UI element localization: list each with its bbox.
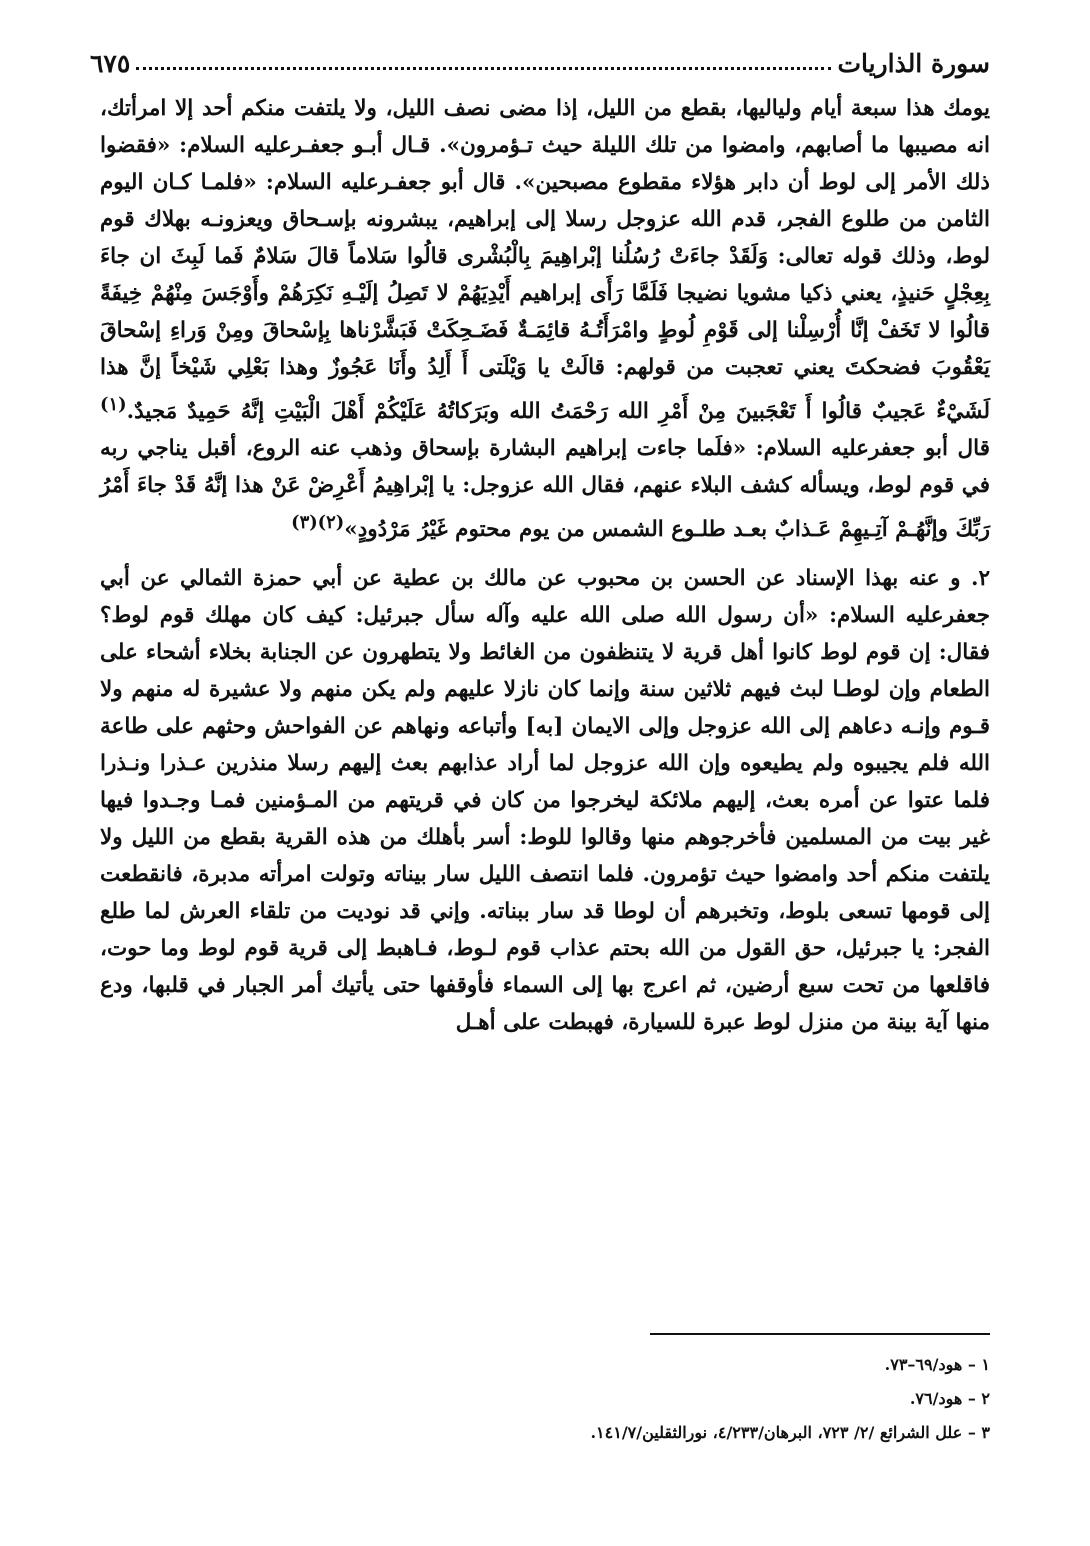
page-header (90, 38, 990, 78)
footnote-1: ١ – هود/٦٩–٧٣. (884, 1355, 990, 1374)
footnote-3: ٣ – علل الشرائع /٢/ ٧٢٣، البرهان/٤/٢٣٣، نورالثقلين/١٤١/٧. (590, 1423, 990, 1442)
main-text (100, 90, 990, 1041)
footnote-ref-2-3: (٢)(٣) (291, 512, 345, 534)
surah-title: سورة الذاريات (837, 49, 990, 78)
page-number: ٦٧٥ (90, 49, 131, 78)
footnote-2: ٢ – هود/٧٦. (909, 1389, 990, 1408)
paragraph-2: ٢. و عنه بهذا الإسناد عن الحسن بن محبوب عن مالك بن عطية عن أبي حمزة الثمالي عن أبي جعفرعليه السلام: «أن رسول الله صلى الله عليه وآله سأل جبرئيل: كيف كان مهلك قوم لوط؟ فقال: إن قوم لوط كانوا أهل قرية لا يتنظفون من الغائط ولا يتطهرون عن الجنابة بخلاء أشحاء على الطعام وإن لوطـا لبث فيهم ثلاثين سنة وإنما كان نازلا عليهم ولم يكن منهم ولا عشيرة له منهم ولا قـوم وإنـه دعاهم إلى الله عزوجل وإلى الايمان [به] وأتباعه ونهاهم عن الفواحش وحثهم على طاعة الله فلم يجيبوه ولم يطيعوه وإن الله عزوجل لما أراد عذابهم بعث إليهم رسلا منذرين عـذرا ونـذرا فلما عتوا عن أمره بعث، إليهم ملائكة ليخرجوا من كان في قريتهم من المـؤمنين فمـا وجـدوا فيها غير بيت من المسلمين فأخرجوهم منها وقالوا للوط: أسر بأهلك من هذه القرية بقطع من الليل ولا يلتفت منكم أحد وامضوا حيث تؤمرون. فلما انتصف الليل سار بيناته وتولت امرأته مدبرة، فانقطعت إلى قومها تسعى بلوط، وتخبرهم أن لوطا قد سار ببناته. وإني قد نوديت من تلقاء العرش لما طلع الفجر: يا جبرئيل، حق القول من الله بحتم عذاب قوم لـوط، فـاهبط إلى قرية قوم لوط وما حوت، فاقلعها من تحت سبع أرضين، ثم اعرج بها إلى السماء فأوقفها حتى يأتيك أمر الجبار في قلبها، ودع منها آية بينة من منزل لوط عبرة للسيارة، فهبطت على أهـل (100, 566, 990, 1036)
paragraph-1 (100, 90, 990, 548)
footnotes (100, 1348, 990, 1450)
footnote-separator (650, 1333, 990, 1335)
header-dot-leader (136, 66, 831, 70)
paragraph-1-continued: قال أبو جعفرعليه السلام: «فلَما جاءت إبراهيم البشارة بإسحاق وذهب عنه الروع، أقبل يناجي ربه في قوم لوط، ويسأله كشف البلاء عنهم، فقال الله عزوجل: يا إبْراهِيمُ أَعْرِضْ عَنْ هذا إنَّهُ قَدْ جاءَ أَمْرُ رَبِّكَ وإنَّهُـمْ آتِـيهِمْ عَـذابٌ بعـد طلـوع الشمس من يوم محتوم غَيْرُ مَرْدُودٍ» (100, 436, 990, 543)
footnote-ref-1: (١) (100, 394, 127, 415)
paragraph-1-text: يومك هذا سبعة أيام ولياليها، بقطع من الليل، إذا مضى نصف الليل، ولا يلتفت منكم أحد إلا امرأتك، انه مصيبها ما أصابهم، وامضوا من تلك الليلة حيث تـؤمرون». قـال أبـو جعفـرعليه السلام: «فقضوا ذلك الأمر إلى لوط أن دابر هؤلاء مقطوع مصبحين». قال أبو جعفـرعليه السلام: «فلمـا كـان اليوم الثامن من طلوع الفجر، قدم الله عزوجل رسلا إلى إبراهيم، يبشرونه بإسـحاق ويعزونـه بهلاك قوم لوط، وذلك قوله تعالى: وَلَقَدْ جاءَتْ رُسُلُنا إبْراهِيمَ بِالْبُشْرى قالُوا سَلاماً قالَ سَلامٌ فَما لَبِثَ ان جاءَ بِعِجْلٍ حَنيذٍ، يعني ذكيا مشويا نضيجا فَلَمَّا رَأَى إبراهيم أَيْدِيَهُمْ لا تَصِلُ إلَيْـهِ نَكِرَهُمْ وأَوْجَسَ مِنْهُمْ خِيفَةً قالُوا لا تَخَفْ إنَّا أُرْسِلْنا إلى قَوْمِ لُوطٍ وامْرَأَتُـهُ قائِمَـةٌ فَضَـحِكَتْ فَبَشَّرْناها بِإسْحاقَ ومِنْ وَراءِ إسْحاقَ يَعْقُوبَ فضحكتَ يعني تعجبت من قولهم: قالَتْ يا وَيْلَتى أَ أَلِدُ وأَنَا عَجُوزٌ وهذا بَعْلِي شَيْخاً إنَّ هذا لَشَيْءٌ عَجيبٌ قالُوا أَ تَعْجَبينَ مِنْ أَمْرِ الله رَحْمَتُ الله وبَرَكاتُهُ عَلَيْكُمْ أَهْلَ الْبَيْتِ إنَّهُ حَمِيدٌ مَجيدٌ. (100, 96, 990, 425)
